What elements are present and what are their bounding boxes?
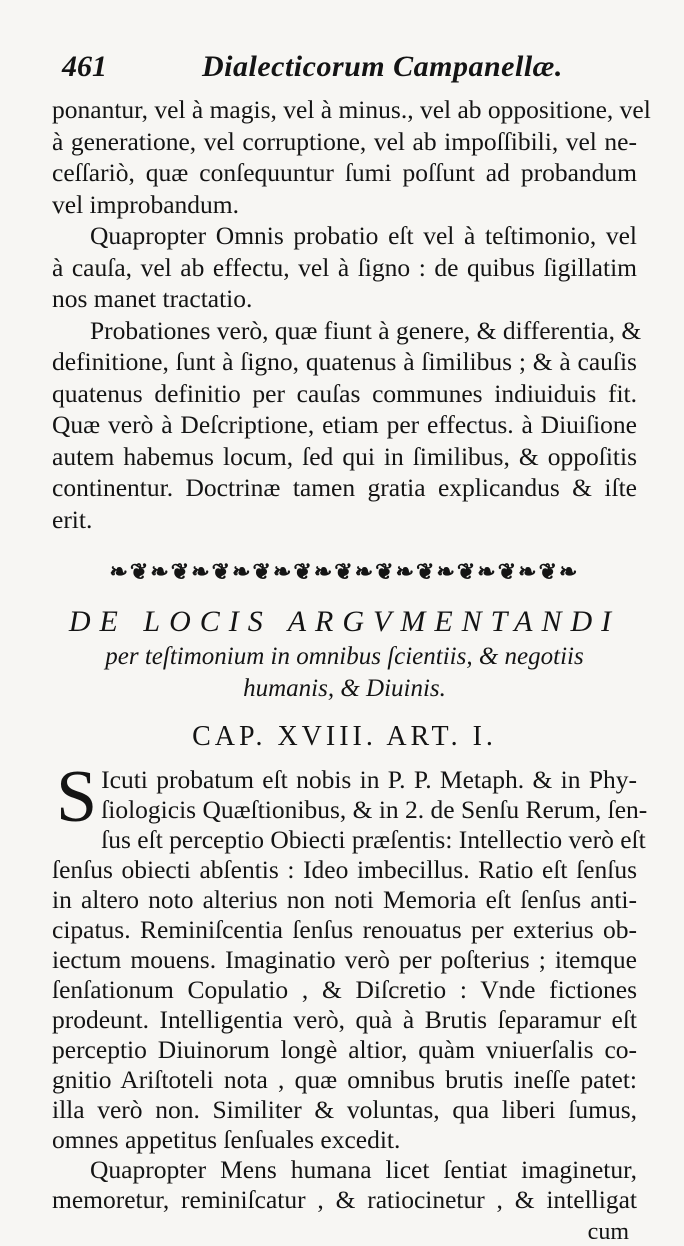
text-line: ſus eſt perceptio Obiecti præſentis: Intellectio verò eſt xyxy=(101,825,646,854)
catchword: cum xyxy=(587,1219,629,1245)
running-head xyxy=(52,42,637,94)
text-line: continentur. Doctrinæ tamen gratia explicandus & iſte xyxy=(52,473,637,502)
drop-cap: S xyxy=(56,756,98,838)
text-line: à cauſa, vel ab effectu, vel à ſigno : de quibus ſigillatim xyxy=(52,252,637,282)
section-heading-subtitle: humanis, & Diuinis. xyxy=(243,675,446,702)
text-line: ceſſariò, quæ conſequuntur ſumi poſſunt ad probandum xyxy=(52,158,637,187)
text-line: in altero noto alterius non noti Memoria eſt ſenſus anti- xyxy=(52,885,637,914)
text-line: cipatus. Reminiſcentia ſenſus renouatus per exterius ob- xyxy=(52,915,637,944)
section-heading-subtitle: per teſtimonium in omnibus ſcientiis, & negotiis xyxy=(105,643,584,670)
chapter-text xyxy=(52,756,648,1215)
paragraph-3 xyxy=(52,315,642,536)
ornament-divider: ❧❦❧❦❧❦❧❦❧❦❧❦❧❦❧❦❧❦❧❦❧❦❧ xyxy=(109,559,580,584)
text-line: omnes appetitus ſenſuales excedit. xyxy=(52,1125,401,1154)
section-heading xyxy=(52,603,637,705)
text-line: iectum mouens. Imaginatio verò per poſterius ; itemque xyxy=(52,945,637,974)
chapter-heading: CAP. XVIII. ART. I. xyxy=(192,721,497,752)
text-line: ponantur, vel à magis, vel à minus., vel ab oppositione, vel xyxy=(52,95,651,124)
text-line: illa verò non. Similiter & voluntas, qua liberi ſumus, xyxy=(52,1095,637,1124)
text-line: Icuti probatum eſt nobis in P. P. Metaph. & in Phy- xyxy=(101,765,637,794)
text-line: Probationes verò, quæ fiunt à genere, & differentia, & xyxy=(90,315,642,345)
text-line: Quapropter Omnis probatio eſt vel à teſtimonio, vel xyxy=(90,221,637,250)
text-line: ſenſationum Copulatio , & Diſcretio : Vnde fictiones xyxy=(52,975,637,1004)
text-line: nos manet tractatio. xyxy=(52,284,253,313)
running-title: Dialecticorum Campanellæ. xyxy=(202,50,563,83)
text-line: ſiologicis Quæſtionibus, & in 2. de Senſu Rerum, ſen- xyxy=(101,795,648,824)
text-line: ſenſus obiecti abſentis : Ideo imbecillus. Ratio eſt ſenſus xyxy=(52,855,637,884)
text-line: à generatione, vel corruptione, vel ab impoſſibili, vel ne- xyxy=(52,126,637,156)
text-line: prodeunt. Intelligentia verò, quà à Brutis ſeparamur eſt xyxy=(52,1005,637,1034)
text-line: Quapropter Mens humana licet ſentiat imaginetur, xyxy=(90,1155,637,1184)
page-number: 461 xyxy=(62,50,107,83)
text-line: quatenus definitio per cauſas communes indiuiduis fit. xyxy=(52,378,637,408)
text-line: memoretur, reminiſcatur , & ratiocinetur , & intelligat xyxy=(52,1185,637,1214)
paragraph-2 xyxy=(52,220,637,315)
text-line: Quæ verò à Deſcriptione, etiam per effectus. à Diuiſione xyxy=(52,410,637,439)
text-line: gnitio Ariſtoteli nota , quæ omnibus brutis ineſſe patet: xyxy=(52,1065,637,1094)
text-line: erit. xyxy=(52,504,93,534)
paragraph-1 xyxy=(52,94,651,220)
book-page xyxy=(52,42,651,1246)
text-line: perceptio Diuinorum longè altior, quàm vniuerſalis co- xyxy=(52,1035,637,1064)
text-line: autem habemus locum, ſed qui in ſimilibus, & oppoſitis xyxy=(52,441,637,471)
text-line: definitione, ſunt à ſigno, quatenus à ſimilibus ; & à cauſis xyxy=(52,347,637,376)
section-heading-title: DE LOCIS ARGVMENTANDI xyxy=(68,605,621,638)
text-line: vel improbandum. xyxy=(52,189,239,219)
